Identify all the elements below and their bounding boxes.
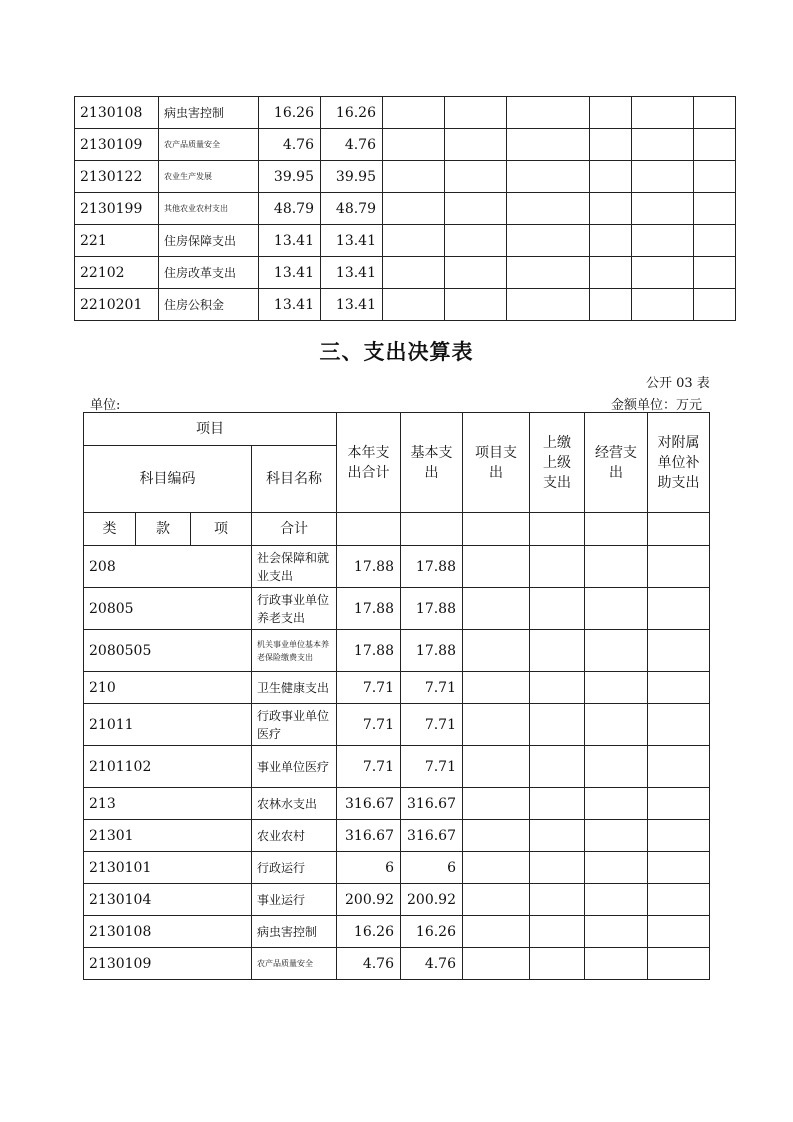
total-value: 17.88 (337, 546, 401, 588)
empty-cell (507, 289, 590, 321)
empty-cell (585, 588, 648, 630)
basic-value: 316.67 (401, 788, 463, 820)
table-row (75, 193, 736, 225)
basic-value: 13.41 (321, 225, 383, 257)
empty-cell (463, 884, 530, 916)
empty-cell (632, 161, 694, 193)
subject-name: 事业运行 (252, 884, 337, 916)
empty-cell (463, 916, 530, 948)
empty-cell (694, 161, 736, 193)
total-value: 39.95 (259, 161, 321, 193)
empty-cell (530, 788, 585, 820)
empty-cell (648, 948, 710, 980)
empty-cell (463, 820, 530, 852)
empty-cell (530, 704, 585, 746)
empty-cell (530, 916, 585, 948)
empty-cell (585, 746, 648, 788)
empty-cell (648, 820, 710, 852)
table-row (84, 948, 710, 980)
basic-value: 200.92 (401, 884, 463, 916)
empty-cell (507, 225, 590, 257)
empty-cell (530, 820, 585, 852)
empty-cell (648, 588, 710, 630)
table-row (84, 588, 710, 630)
empty-cell (694, 193, 736, 225)
empty-cell (530, 884, 585, 916)
empty-cell (445, 225, 507, 257)
total-value: 7.71 (337, 746, 401, 788)
basic-value: 13.41 (321, 289, 383, 321)
total-value: 316.67 (337, 820, 401, 852)
total-value: 316.67 (337, 788, 401, 820)
empty-cell (530, 546, 585, 588)
empty-cell (383, 225, 445, 257)
empty-cell (632, 129, 694, 161)
header-project-expense: 项目支出 (463, 413, 530, 513)
total-value: 48.79 (259, 193, 321, 225)
empty-cell (590, 193, 632, 225)
empty-cell (648, 672, 710, 704)
empty-cell (632, 225, 694, 257)
empty-cell (507, 129, 590, 161)
table-row (84, 852, 710, 884)
empty-cell (585, 788, 648, 820)
empty-cell (530, 746, 585, 788)
empty-cell (445, 161, 507, 193)
subject-code: 20805 (84, 588, 252, 630)
empty-cell (530, 630, 585, 672)
subject-code: 2210201 (75, 289, 159, 321)
empty-cell (585, 546, 648, 588)
total-value: 16.26 (337, 916, 401, 948)
table-row (84, 546, 710, 588)
basic-value: 39.95 (321, 161, 383, 193)
empty-cell (507, 97, 590, 129)
table-row (84, 704, 710, 746)
empty-cell (590, 257, 632, 289)
empty-cell (648, 852, 710, 884)
basic-value: 7.71 (401, 672, 463, 704)
empty-cell (648, 546, 710, 588)
header-heji: 合计 (252, 513, 337, 546)
table-row (75, 225, 736, 257)
subject-code: 2130108 (75, 97, 159, 129)
empty-cell (632, 257, 694, 289)
empty-cell (507, 257, 590, 289)
empty-cell (463, 948, 530, 980)
empty-cell (530, 852, 585, 884)
header-upper-payment: 上缴上级支出 (530, 413, 585, 513)
empty-cell (463, 788, 530, 820)
total-value: 200.92 (337, 884, 401, 916)
basic-value: 17.88 (401, 588, 463, 630)
table-row (75, 97, 736, 129)
empty-cell (585, 948, 648, 980)
empty-cell (445, 193, 507, 225)
subject-name: 病虫害控制 (252, 916, 337, 948)
empty-cell (585, 916, 648, 948)
empty-cell (530, 672, 585, 704)
empty-cell (463, 630, 530, 672)
empty-cell (590, 225, 632, 257)
empty-cell (632, 193, 694, 225)
total-value: 6 (337, 852, 401, 884)
subject-name: 农产品质量安全 (252, 948, 337, 980)
header-xiang: 项 (191, 513, 252, 546)
table-row (75, 257, 736, 289)
subject-code: 2130108 (84, 916, 252, 948)
subject-name: 机关事业单位基本养老保险缴费支出 (252, 630, 337, 672)
empty-cell (694, 289, 736, 321)
empty-cell (694, 97, 736, 129)
empty-cell (632, 289, 694, 321)
empty-cell (383, 97, 445, 129)
subject-code: 21301 (84, 820, 252, 852)
total-value: 13.41 (259, 289, 321, 321)
table-row (84, 788, 710, 820)
empty-cell (585, 672, 648, 704)
unit-label: 单位: (90, 398, 121, 413)
basic-value: 7.71 (401, 704, 463, 746)
subject-name: 其他农业农村支出 (159, 193, 259, 225)
subject-code: 208 (84, 546, 252, 588)
subject-name: 农业农村 (252, 820, 337, 852)
subject-name: 行政运行 (252, 852, 337, 884)
empty-cell (463, 672, 530, 704)
table-row (75, 161, 736, 193)
subject-code: 221 (75, 225, 159, 257)
subject-code: 2130104 (84, 884, 252, 916)
total-value: 13.41 (259, 257, 321, 289)
basic-value: 7.71 (401, 746, 463, 788)
subject-code: 2080505 (84, 630, 252, 672)
total-value: 13.41 (259, 225, 321, 257)
header-business: 经营支出 (585, 413, 648, 513)
basic-value: 17.88 (401, 546, 463, 588)
basic-value: 4.76 (401, 948, 463, 980)
empty-cell (648, 746, 710, 788)
empty-cell (445, 97, 507, 129)
total-value: 16.26 (259, 97, 321, 129)
header-kuan: 款 (136, 513, 191, 546)
empty-cell (463, 704, 530, 746)
empty-cell (585, 852, 648, 884)
empty-cell (648, 630, 710, 672)
table-row (75, 289, 736, 321)
empty-cell (648, 884, 710, 916)
header-code: 科目编码 (84, 446, 252, 513)
table-row (75, 129, 736, 161)
subject-name: 农业生产发展 (159, 161, 259, 193)
subject-name: 行政事业单位养老支出 (252, 588, 337, 630)
basic-value: 13.41 (321, 257, 383, 289)
table-row (84, 630, 710, 672)
empty-cell (590, 289, 632, 321)
empty-cell (694, 225, 736, 257)
basic-value: 4.76 (321, 129, 383, 161)
empty-cell (383, 161, 445, 193)
header-project: 项目 (84, 413, 337, 446)
table-row (84, 916, 710, 948)
empty-cell (585, 630, 648, 672)
empty-cell (445, 289, 507, 321)
subject-name: 农林水支出 (252, 788, 337, 820)
subject-code: 2130122 (75, 161, 159, 193)
total-value: 4.76 (259, 129, 321, 161)
empty-cell (590, 129, 632, 161)
empty-cell (383, 193, 445, 225)
empty-cell (463, 546, 530, 588)
subject-code: 2130109 (75, 129, 159, 161)
subject-name: 住房改革支出 (159, 257, 259, 289)
subject-name: 病虫害控制 (159, 97, 259, 129)
empty-cell (648, 788, 710, 820)
empty-cell (507, 161, 590, 193)
empty-cell (585, 704, 648, 746)
empty-cell (530, 588, 585, 630)
empty-cell (463, 746, 530, 788)
empty-cell (632, 97, 694, 129)
total-value: 4.76 (337, 948, 401, 980)
basic-value: 16.26 (401, 916, 463, 948)
total-value: 7.71 (337, 704, 401, 746)
empty-cell (507, 193, 590, 225)
subject-code: 213 (84, 788, 252, 820)
basic-value: 16.26 (321, 97, 383, 129)
empty-cell (590, 161, 632, 193)
empty-cell (383, 257, 445, 289)
table-row (84, 746, 710, 788)
empty-cell (463, 588, 530, 630)
empty-cell (694, 129, 736, 161)
basic-value: 316.67 (401, 820, 463, 852)
empty-cell (445, 129, 507, 161)
subject-code: 2130109 (84, 948, 252, 980)
empty-cell (383, 129, 445, 161)
subject-name: 住房保障支出 (159, 225, 259, 257)
basic-value: 6 (401, 852, 463, 884)
empty-cell (585, 884, 648, 916)
header-lei: 类 (84, 513, 136, 546)
expenditure-table (83, 412, 710, 980)
header-name: 科目名称 (252, 446, 337, 513)
total-value: 7.71 (337, 672, 401, 704)
total-value: 17.88 (337, 588, 401, 630)
subject-code: 210 (84, 672, 252, 704)
table-row (84, 820, 710, 852)
empty-cell (383, 289, 445, 321)
empty-cell (463, 852, 530, 884)
subject-name: 住房公积金 (159, 289, 259, 321)
basic-value: 17.88 (401, 630, 463, 672)
subject-code: 22102 (75, 257, 159, 289)
header-total: 本年支出合计 (337, 413, 401, 513)
subject-name: 事业单位医疗 (252, 746, 337, 788)
subject-name: 行政事业单位医疗 (252, 704, 337, 746)
subject-code: 21011 (84, 704, 252, 746)
table-number: 公开 03 表 (646, 376, 710, 391)
total-value: 17.88 (337, 630, 401, 672)
empty-cell (530, 948, 585, 980)
table-row (84, 672, 710, 704)
amount-unit: 金额单位：万元 (611, 398, 703, 413)
header-basic: 基本支出 (401, 413, 463, 513)
empty-cell (694, 257, 736, 289)
continued-table (74, 96, 736, 321)
empty-cell (590, 97, 632, 129)
empty-cell (585, 820, 648, 852)
empty-cell (648, 704, 710, 746)
basic-value: 48.79 (321, 193, 383, 225)
subject-code: 2130101 (84, 852, 252, 884)
subject-code: 2130199 (75, 193, 159, 225)
subject-code: 2101102 (84, 746, 252, 788)
subject-name: 社会保障和就业支出 (252, 546, 337, 588)
subject-name: 卫生健康支出 (252, 672, 337, 704)
table-row (84, 884, 710, 916)
page-title: 三、支出决算表 (319, 339, 474, 364)
header-subsidy: 对附属单位补助支出 (648, 413, 710, 513)
subject-name: 农产品质量安全 (159, 129, 259, 161)
empty-cell (445, 257, 507, 289)
empty-cell (648, 916, 710, 948)
